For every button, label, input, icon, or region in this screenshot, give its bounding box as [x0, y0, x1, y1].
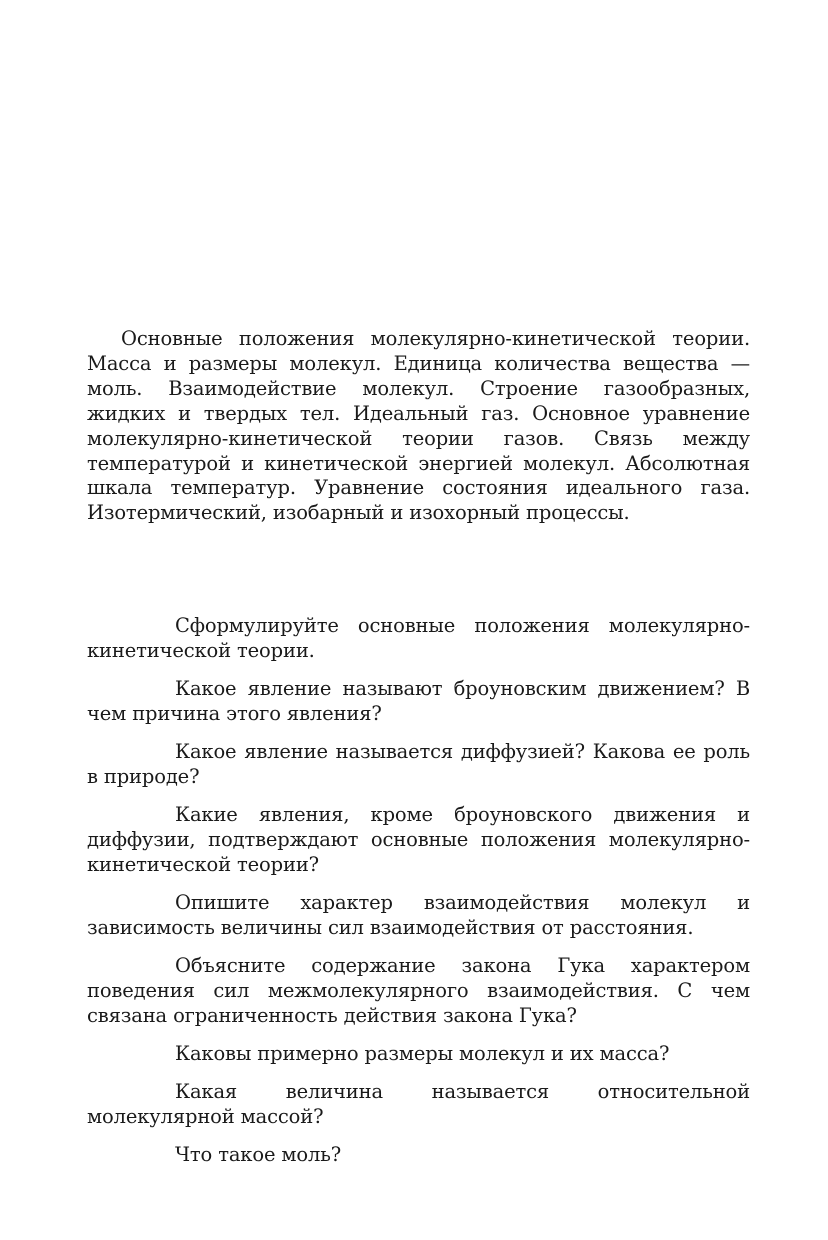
topic-summary-paragraph: Основные положения молекулярно-кинетической теории. Масса и размеры молекул. Единица количества вещества — моль. Взаимодействие молекул. Строение газообразных, жидких и твердых тел. Идеальный газ. Основное уравнение молекулярно-кинетической теории газов. Связь между температурой и кинетической энергией молекул. Абсолютная шкала температур. Уравнение состояния идеального газа. Изотермический, изобарный и изохорный процессы.	[87, 327, 750, 525]
question-item-6: Объясните содержание закона Гука характером поведения сил межмолекулярного взаимодействия. С чем связана ограниченность действия закона Гука?	[87, 954, 750, 1027]
review-questions-list	[87, 613, 750, 1180]
question-item-7: Каковы примерно размеры молекул и их масса?	[175, 1042, 670, 1065]
question-item-2: Какое явление называют броуновским движением? В чем причина этого явления?	[87, 677, 750, 725]
question-item-5: Опишите характер взаимодействия молекул и зависимость величины сил взаимодействия от расстояния.	[87, 891, 750, 939]
question-item-8: Какая величина называется относительной молекулярной массой?	[87, 1080, 750, 1128]
question-item-1: Сформулируйте основные положения молекулярно-кинетической теории.	[87, 614, 750, 662]
question-item-9: Что такое моль?	[175, 1143, 341, 1166]
question-item-3: Какое явление называется диффузией? Какова ее роль в природе?	[87, 740, 750, 788]
question-item-4: Какие явления, кроме броуновского движения и диффузии, подтверждают основные положения молекулярно-кинетической теории?	[87, 803, 750, 876]
